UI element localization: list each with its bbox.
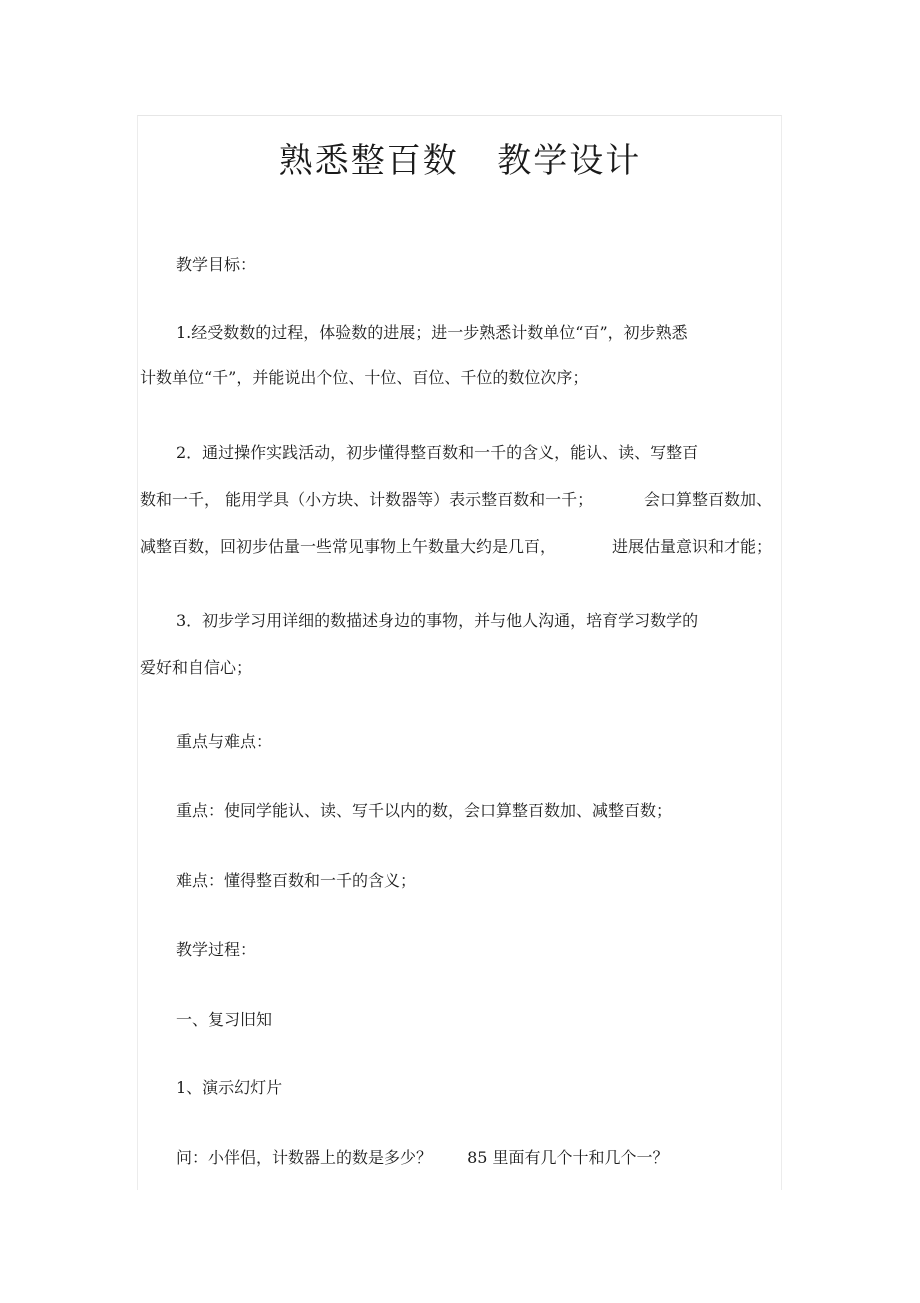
question-part-a: 问：小伴侣，计数器上的数是多少？ (176, 1148, 433, 1167)
objective-2-line-2-part-b: 会口算整百数加、 (643, 490, 772, 509)
document-title: 熟悉整百数 教学设计 (278, 141, 642, 181)
objective-2-line-3-part-a: 减整百数，回初步估量一些常见事物上午数量大约是几百， (140, 537, 557, 556)
objective-2-line-3-part-b: 进展估量意识和才能； (611, 537, 772, 556)
objective-2-line-2-part-a: 数和一千， 能用学具（小方块、计数器等）表示整百数和一千； (140, 490, 594, 509)
objective-2-line-2 (140, 490, 772, 510)
objectives-heading: 教学目标： (176, 255, 257, 274)
question-part-b: 85 里面有几个十和几个一？ (467, 1148, 669, 1167)
objective-3-line-1: 3．初步学习用详细的数描述身边的事物，并与他人沟通，培育学习数学的 (176, 611, 699, 630)
keypoint-text: 重点：使同学能认、读、写千以内的数，会口算整百数加、减整百数； (176, 801, 673, 820)
section-1-heading: 一、复习旧知 (176, 1010, 273, 1029)
question-line (176, 1148, 669, 1168)
objective-3-line-2: 爱好和自信心； (140, 658, 253, 677)
process-heading: 教学过程： (176, 940, 257, 959)
objective-2-line-1: 2．通过操作实践活动，初步懂得整百数和一千的含义，能认、读、写整百 (176, 443, 699, 462)
keypoints-heading: 重点与难点： (176, 732, 273, 751)
objective-1-line-2: 计数单位“千”，并能说出个位、十位、百位、千位的数位次序； (140, 368, 589, 387)
objective-2-line-3 (140, 537, 772, 557)
step-1-text: 1、演示幻灯片 (176, 1078, 283, 1097)
objective-1-line-1: 1.经受数数的过程，体验数的进展；进一步熟悉计数单位“百”，初步熟悉 (176, 323, 688, 342)
difficulty-text: 难点：懂得整百数和一千的含义； (176, 871, 417, 890)
